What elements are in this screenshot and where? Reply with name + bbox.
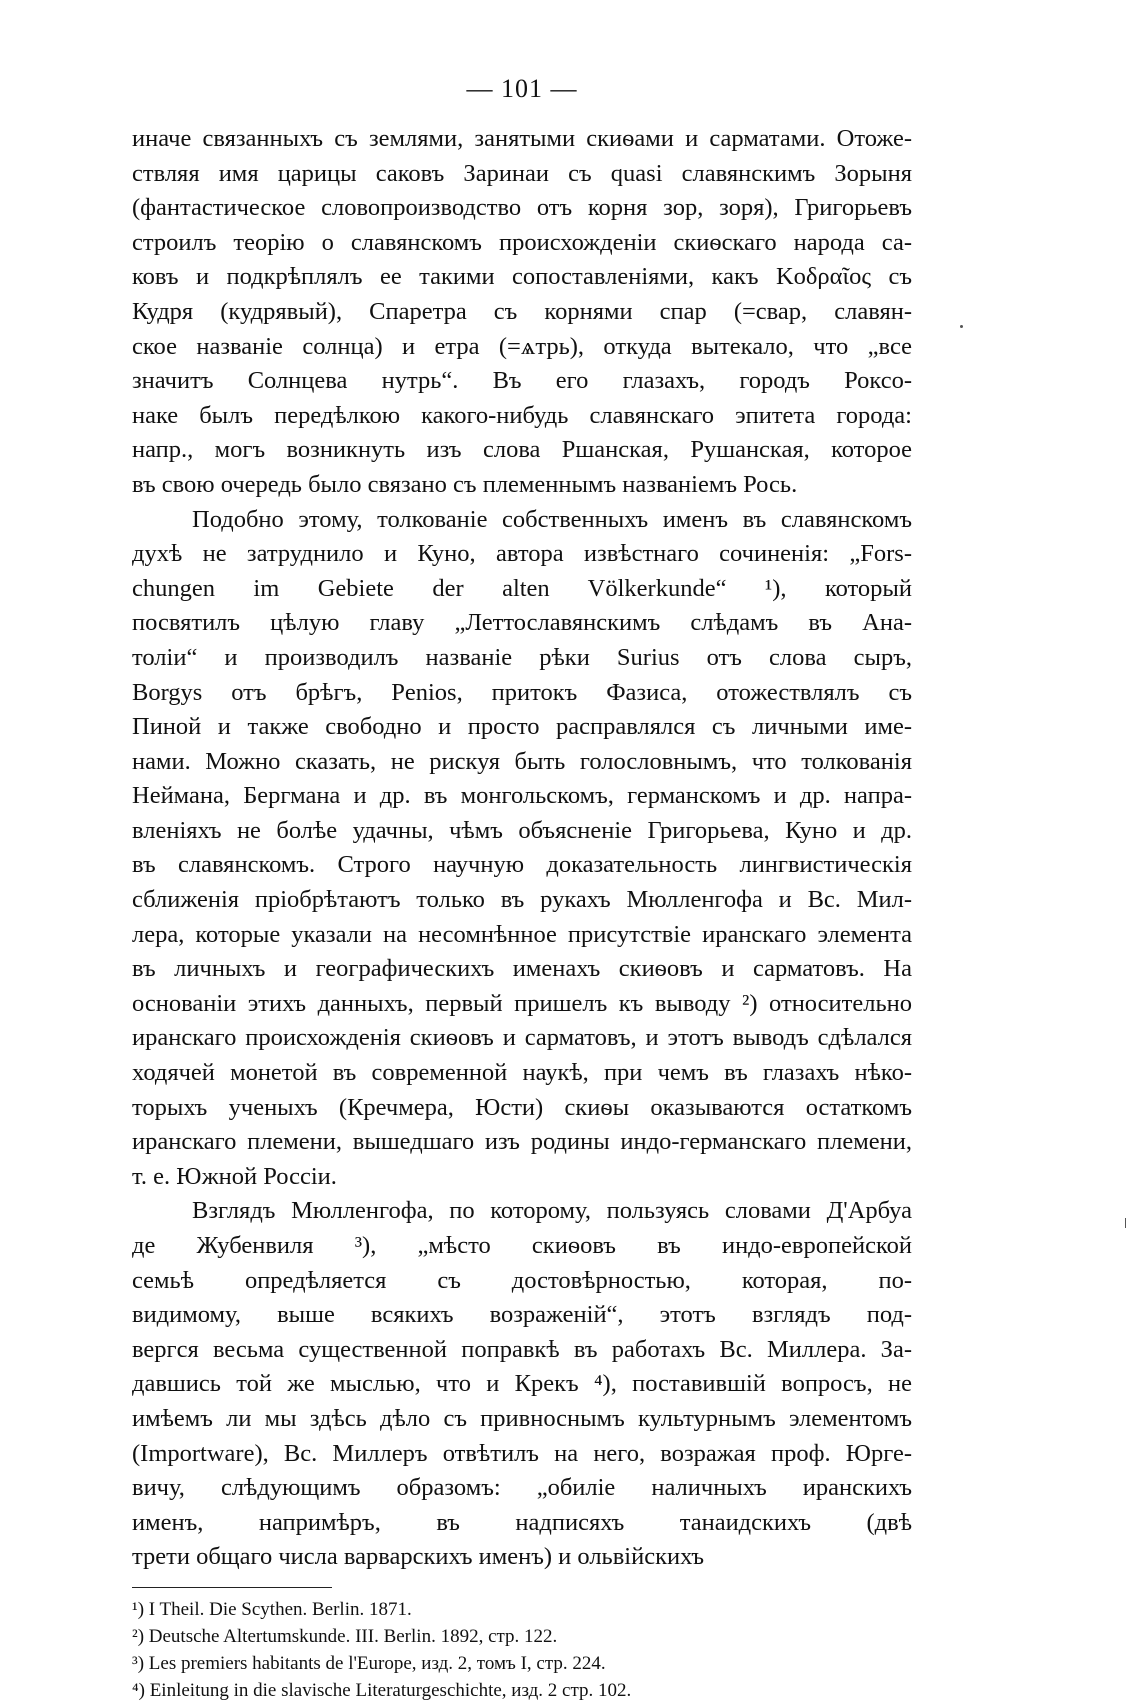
- text-line: Кудря (кудрявый), Спаретра съ корнями спар (=свар, славян-: [132, 297, 912, 325]
- text-line: давшись той же мыслью, что и Крекъ ⁴), поставившій вопросъ, не: [132, 1370, 912, 1398]
- text-line: Пиной и также свободно и просто расправлялся съ личными име-: [132, 713, 912, 741]
- text-line: (фантастическое словопроизводство отъ корня зор, зоря), Григорьевъ: [132, 194, 912, 222]
- footnote-divider: [132, 1587, 332, 1588]
- footnote: ²) Deutsche Altertumskunde. III. Berlin. 1892, стр. 122.: [132, 1625, 558, 1647]
- footnotes: [132, 1596, 912, 1704]
- text-line: строилъ теорію о славянскомъ происхожденіи скиѳскаго народа са-: [132, 228, 912, 256]
- footnote: ³) Les premiers habitants de l'Europe, изд. 2, томъ I, стр. 224.: [132, 1652, 606, 1674]
- text-line: основаніи этихъ данныхъ, первый пришелъ къ выводу ²) относительно: [132, 989, 912, 1017]
- text-line: нами. Можно сказать, не рискуя быть голословнымъ, что толкованія: [132, 747, 912, 775]
- text-line: въ славянскомъ. Строго научную доказательность лингвистическія: [132, 851, 912, 879]
- text-line: торыхъ ученыхъ (Кречмера, Юсти) скиѳы оказываются остаткомъ: [132, 1093, 912, 1121]
- text-line: именъ, напримѣръ, въ надписяхъ танаидскихъ (двѣ: [132, 1508, 912, 1536]
- text-line: ходячей монетой въ современной наукѣ, при чемъ въ глазахъ нѣко-: [132, 1059, 912, 1087]
- text-line: де Жубенвиля ³), „мѣсто скиѳовъ въ индо-европейской: [132, 1232, 912, 1259]
- paragraph: [132, 1194, 912, 1575]
- page-speck: [1125, 1218, 1126, 1228]
- text-line: сближенія пріобрѣтаютъ только въ рукахъ Мюлленгофа и Вс. Мил-: [132, 886, 912, 914]
- text-line: вичу, слѣдующимъ образомъ: „обиліе наличныхъ иранскихъ: [132, 1474, 912, 1502]
- text-line: напр., могъ возникнуть изъ слова Ршанская, Рушанская, которое: [132, 436, 912, 464]
- text-line: Подобно этому, толкованіе собственныхъ именъ въ славянскомъ: [192, 505, 912, 533]
- text-line: т. е. Южной Россіи.: [132, 1162, 337, 1190]
- footnote: ¹) I Theil. Die Scythen. Berlin. 1871.: [132, 1598, 412, 1620]
- text-line: ковъ и подкрѣплялъ ее такими сопоставленіями, какъ Κοδραῖος съ: [132, 263, 912, 291]
- text-line: вленіяхъ не болѣе удачны, чѣмъ объясненіе Григорьева, Куно и др.: [132, 816, 912, 844]
- text-line: ствляя имя царицы саковъ Заринаи съ quasi славянскимъ Зорыня: [132, 159, 912, 187]
- text-line: имѣемъ ли мы здѣсь дѣло съ привноснымъ культурнымъ элементомъ: [132, 1404, 912, 1432]
- text-line: видимому, выше всякихъ возраженій“, этотъ взглядъ под-: [132, 1301, 912, 1329]
- text-line: въ свою очередь было связано съ племеннымъ названіемъ Рось.: [132, 470, 798, 498]
- text-line: значитъ Солнцева нутрь“. Въ его глазахъ, городъ Роксо-: [132, 367, 912, 395]
- text-line: ское названіе солнца) и етра (=ѧтрь), откуда вытекало, что „все: [132, 332, 912, 360]
- text-line: иранскаго племени, вышедшаго изъ родины индо-германскаго племени,: [132, 1128, 912, 1156]
- text-line: посвятилъ цѣлую главу „Леттославянскимъ слѣдамъ въ Ана-: [132, 609, 912, 637]
- body-text: [132, 122, 912, 1575]
- book-page: [132, 74, 912, 1704]
- text-line: трети общаго числа варварскихъ именъ) и ольвійскихъ: [132, 1543, 705, 1571]
- page-speck: [960, 325, 963, 328]
- text-line: Взглядъ Мюлленгофа, по которому, пользуясь словами Д'Арбуа: [192, 1197, 912, 1225]
- paragraph: [132, 122, 912, 503]
- text-line: вергся весьма существенной поправкѣ въ работахъ Вс. Миллера. За-: [132, 1335, 912, 1363]
- text-line: толіи“ и производилъ названіе рѣки Surius отъ слова сыръ,: [132, 643, 912, 671]
- text-line: (Importware), Вс. Миллеръ отвѣтилъ на него, возражая проф. Юрге-: [132, 1439, 912, 1467]
- text-line: иначе связанныхъ съ землями, занятыми скиѳами и сарматами. Отоже-: [132, 125, 912, 152]
- paragraph: [132, 503, 912, 1195]
- text-line: духѣ не затруднило и Куно, автора извѣстнаго сочиненія: „Fors-: [132, 540, 912, 568]
- text-line: семьѣ опредѣляется съ достовѣрностью, которая, по-: [132, 1266, 912, 1294]
- page-number: — 101 —: [466, 74, 578, 103]
- text-line: chungen im Gebiete der alten Völkerkunde“ ¹), который: [132, 574, 912, 602]
- text-line: лера, которые указали на несомнѣнное присутствіе иранскаго элемента: [132, 920, 912, 948]
- text-line: въ личныхъ и географическихъ именахъ скиѳовъ и сарматовъ. На: [132, 955, 912, 983]
- footnote: ⁴) Einleitung in die slavische Literaturgeschichte, изд. 2 стр. 102.: [132, 1679, 632, 1701]
- text-line: наке былъ передѣлкою какого-нибудь славянскаго эпитета города:: [132, 401, 912, 429]
- text-line: иранскаго происхожденія скиѳовъ и сарматовъ, и этотъ выводъ сдѣлался: [132, 1024, 912, 1052]
- text-line: Borgys отъ брѣгъ, Penios, притокъ Фазиса, отожествлялъ съ: [132, 678, 912, 706]
- text-line: Неймана, Бергмана и др. въ монгольскомъ, германскомъ и др. напра-: [132, 782, 912, 810]
